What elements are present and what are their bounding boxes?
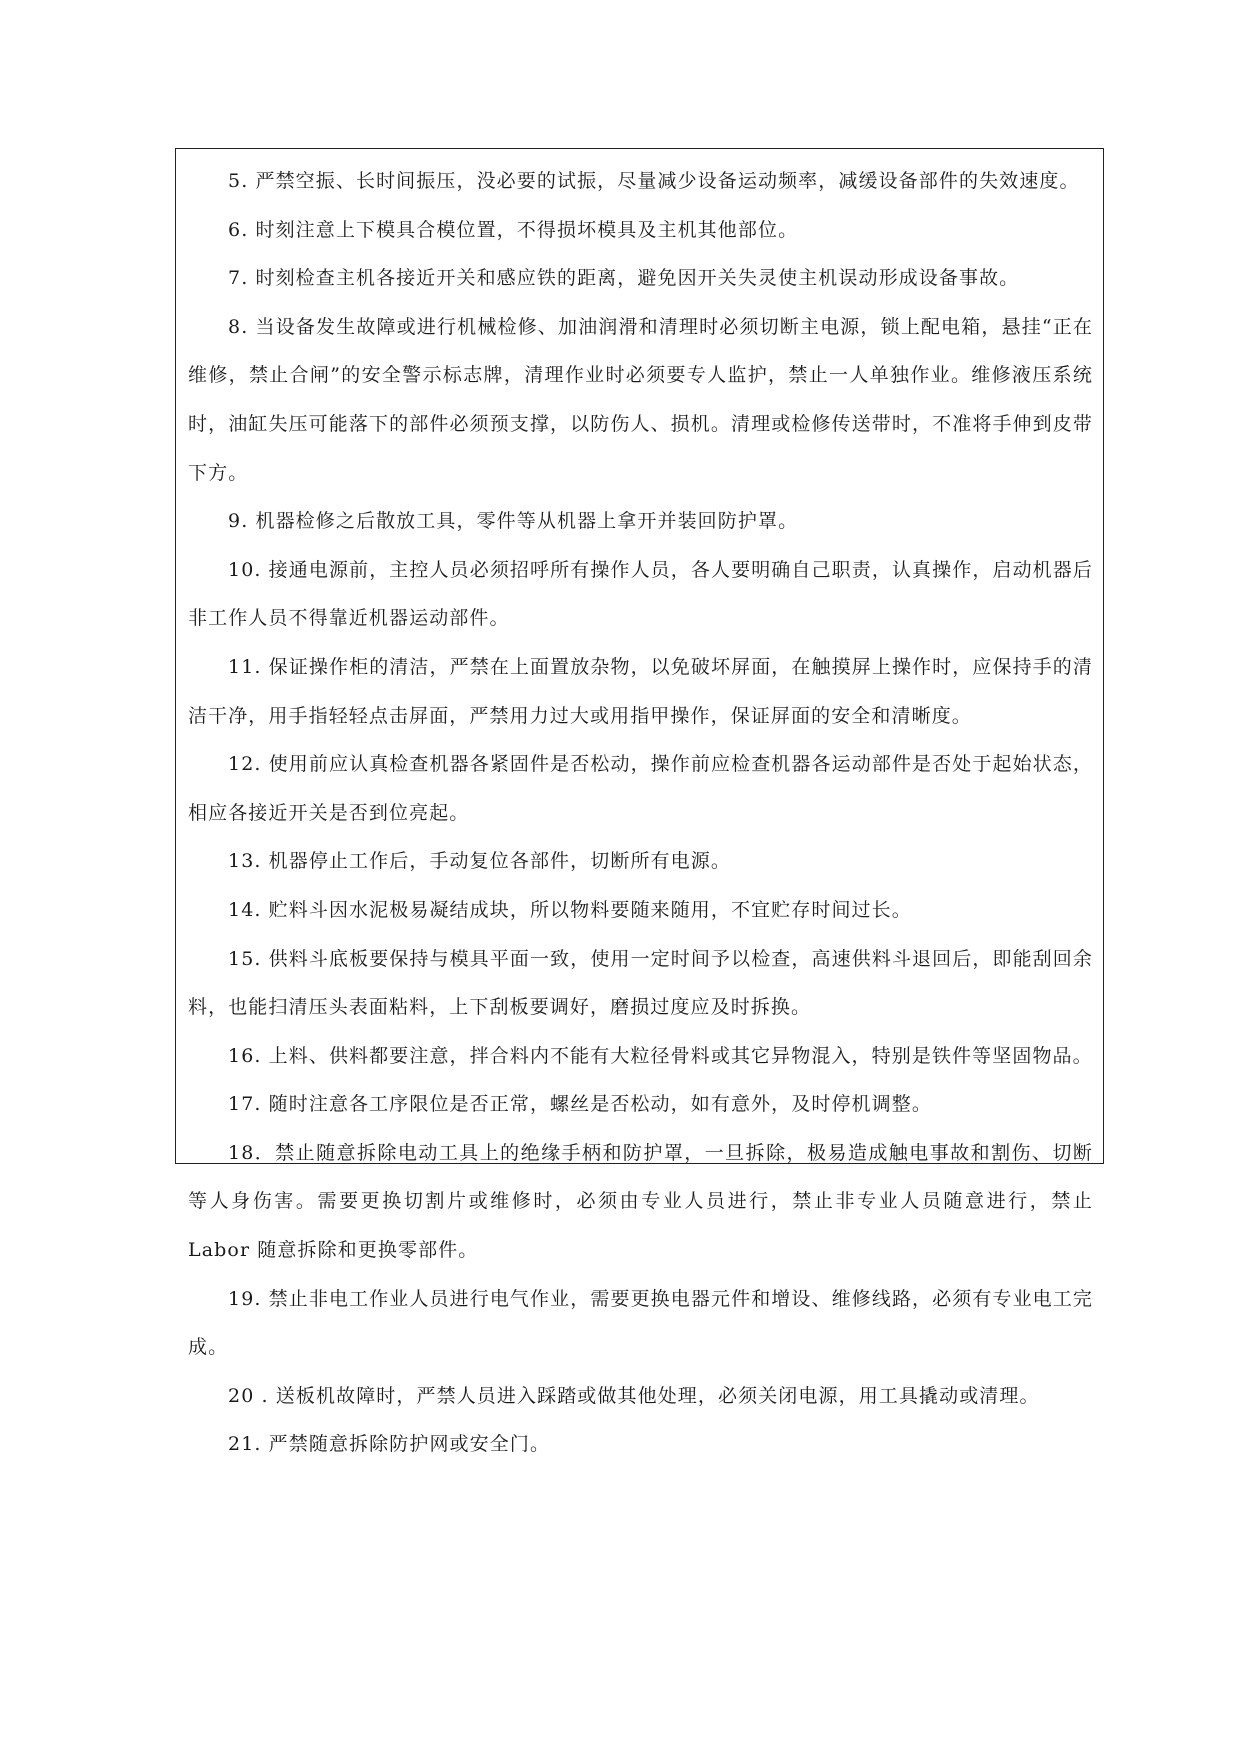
- paragraph-8: 8. 当设备发生故障或进行机械检修、加油润滑和清理时必须切断主电源，锁上配电箱，悬挂“正在维修，禁止合闸”的安全警示标志牌，清理作业时必须要专人监护，禁止一人单独作业。维修液压系统时，油缸失压可能落下的部件必须预支撑，以防伤人、损机。清理或检修传送带时，不准将手伸到皮带下方。: [188, 315, 1093, 484]
- paragraph-17: 17. 随时注意各工序限位是否正常，螺丝是否松动，如有意外，及时停机调整。: [228, 1093, 932, 1116]
- document-frame: [175, 148, 1104, 1456]
- paragraph-12: 12. 使用前应认真检查机器各紧固件是否松动，操作前应检查机器各运动部件是否处于起始状态，相应各接近开关是否到位亮起。: [188, 753, 1093, 824]
- paragraph-15: 15. 供料斗底板要保持与模具平面一致，使用一定时间予以检查，高速供料斗退回后，即能刮回余料，也能扫清压头表面粘料，上下刮板要调好，磨损过度应及时拆换。: [188, 947, 1093, 1019]
- paragraph-5: 5. 严禁空振、长时间振压，没必要的试振，尽量减少设备运动频率，减缓设备部件的失效速度。: [228, 170, 1080, 192]
- paragraph-21: 21. 严禁随意拆除防护网或安全门。: [228, 1433, 551, 1456]
- document-body: [188, 157, 1093, 1469]
- paragraph-6: 6. 时刻注意上下模具合模位置，不得损坏模具及主机其他部位。: [228, 218, 799, 241]
- paragraph-14: 14. 贮料斗因水泥极易凝结成块，所以物料要随来随用，不宜贮存时间过长。: [228, 898, 912, 921]
- paragraph-9: 9. 机器检修之后散放工具，零件等从机器上拿开并装回防护罩。: [228, 510, 799, 533]
- paragraph-13: 13. 机器停止工作后，手动复位各部件，切断所有电源。: [228, 850, 731, 873]
- paragraph-19: 19. 禁止非电工作业人员进行电气作业，需要更换电器元件和增设、维修线路，必须有专业电工完成。: [188, 1287, 1093, 1359]
- paragraph-16: 16. 上料、供料都要注意，拌合料内不能有大粒径骨料或其它异物混入，特别是铁件等坚固物品。: [228, 1044, 1093, 1067]
- paragraph-10: 10. 接通电源前，主控人员必须招呼所有操作人员，各人要明确自己职责，认真操作，启动机器后非工作人员不得靠近机器运动部件。: [188, 558, 1093, 630]
- paragraph-20: 20 . 送板机故障时，严禁人员进入踩踏或做其他处理，必须关闭电源，用工具撬动或清理。: [228, 1384, 1040, 1407]
- paragraph-11: 11. 保证操作柜的清洁，严禁在上面置放杂物，以免破坏屏面，在触摸屏上操作时，应保持手的清洁干净，用手指轻轻点击屏面，严禁用力过大或用指甲操作，保证屏面的安全和清晰度。: [188, 655, 1093, 727]
- paragraph-7: 7. 时刻检查主机各接近开关和感应铁的距离，避免因开关失灵使主机误动形成设备事故。: [228, 267, 1020, 290]
- paragraph-18: 18．禁止随意拆除电动工具上的绝缘手柄和防护罩，一旦拆除，极易造成触电事故和割伤、切断等人身伤害。需要更换切割片或维修时，必须由专业人员进行，禁止非专业人员随意进行，禁止 Labor 随意拆除和更换零部件。: [188, 1141, 1093, 1262]
